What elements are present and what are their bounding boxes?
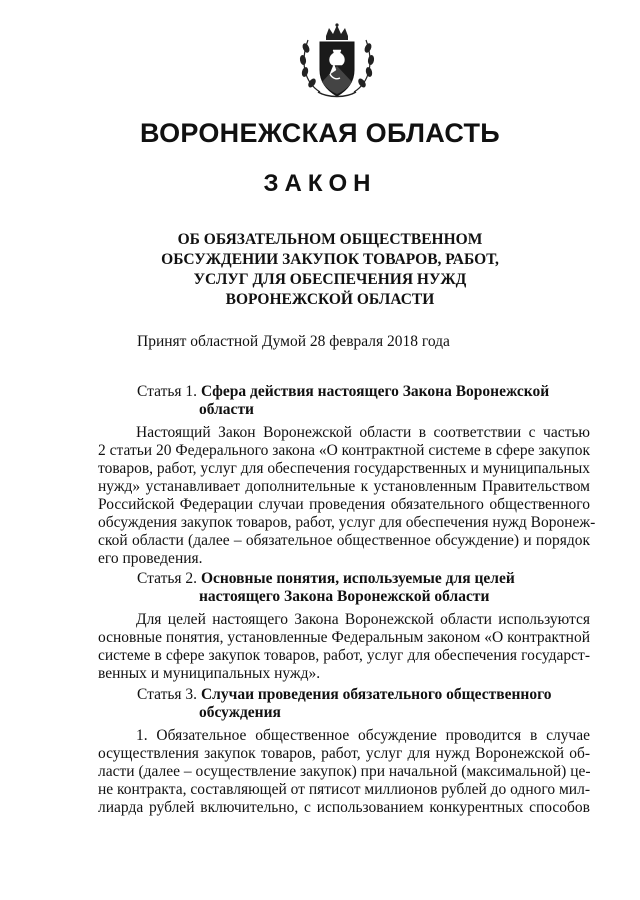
text-line: 1. Обязательное общественное обсуждение проводится в случае (136, 727, 590, 744)
document-type-heading: ЗАКОН (263, 170, 377, 197)
article-1-body (98, 424, 596, 568)
article-number: Статья 3. (137, 686, 198, 703)
region-title: ВОРОНЕЖСКАЯ ОБЛАСТЬ (139, 118, 501, 148)
article-3-body (98, 727, 590, 817)
adoption-note: Принят областной Думой 28 февраля 2018 года (137, 333, 450, 350)
article-2-heading (137, 570, 515, 606)
article-title: Основные понятия, используемые для целей (200, 570, 515, 587)
article-number: Статья 1. (137, 383, 198, 400)
text-line: не контракта, составляющей от пятисот миллионов рублей до одного мил- (98, 781, 590, 798)
text-line: обсуждения закупок товаров, работ, услуг для обеспечения нужд Воронеж- (98, 514, 596, 531)
article-number: Статья 2. (137, 570, 198, 587)
law-title-line: ВОРОНЕЖСКОЙ ОБЛАСТИ (225, 291, 435, 308)
text-line: Настоящий Закон Воронежской области в соответствии с частью (136, 424, 590, 441)
article-title: Сфера действия настоящего Закона Воронежской (200, 383, 550, 400)
text-line: Российской Федерации случаи проведения обязательного общественного (98, 496, 590, 513)
article-1-heading (137, 383, 549, 419)
text-line: 2 статьи 20 Федерального закона «О контрактной системе в сфере закупок (98, 442, 590, 459)
article-3-heading (137, 686, 552, 722)
text-line: системе в сфере закупок товаров, работ, услуг для обеспечения государст- (98, 647, 590, 664)
text-line: нужд» устанавливает дополнительные к установленным Правительством (98, 478, 590, 495)
article-title-continued: обсуждения (199, 704, 281, 721)
text-line: ласти (далее – осуществление закупок) при начальной (максимальной) це- (98, 763, 591, 780)
law-title (120, 230, 540, 310)
text-line: венных и муниципальных нужд». (98, 665, 321, 682)
article-title-continued: области (199, 401, 254, 418)
text-line: Для целей настоящего Закона Воронежской области используются (136, 611, 590, 628)
text-line: осуществления закупок товаров, работ, услуг для нужд Воронежской об- (98, 745, 590, 762)
article-title: Случаи проведения обязательного общественного (200, 686, 552, 703)
text-line: его проведения. (98, 550, 203, 567)
text-line: ской области (далее – обязательное общественное обсуждение) и порядок (98, 532, 590, 549)
text-line: основные понятия, установленные Федеральным законом «О контрактной (98, 629, 590, 646)
article-2-body (98, 611, 590, 683)
text-line: лиарда рублей включительно, с использованием конкурентных способов (98, 799, 590, 816)
law-title-line: ОБ ОБЯЗАТЕЛЬНОМ ОБЩЕСТВЕННОМ (177, 231, 483, 248)
law-title-line: ОБСУЖДЕНИИ ЗАКУПОК ТОВАРОВ, РАБОТ, (161, 251, 499, 268)
coat-of-arms-icon (296, 22, 378, 100)
text-line: товаров, работ, услуг для обеспечения государственных и муниципальных (98, 460, 590, 477)
law-title-line: УСЛУГ ДЛЯ ОБЕСПЕЧЕНИЯ НУЖД (193, 271, 467, 288)
article-title-continued: настоящего Закона Воронежской области (199, 588, 490, 605)
